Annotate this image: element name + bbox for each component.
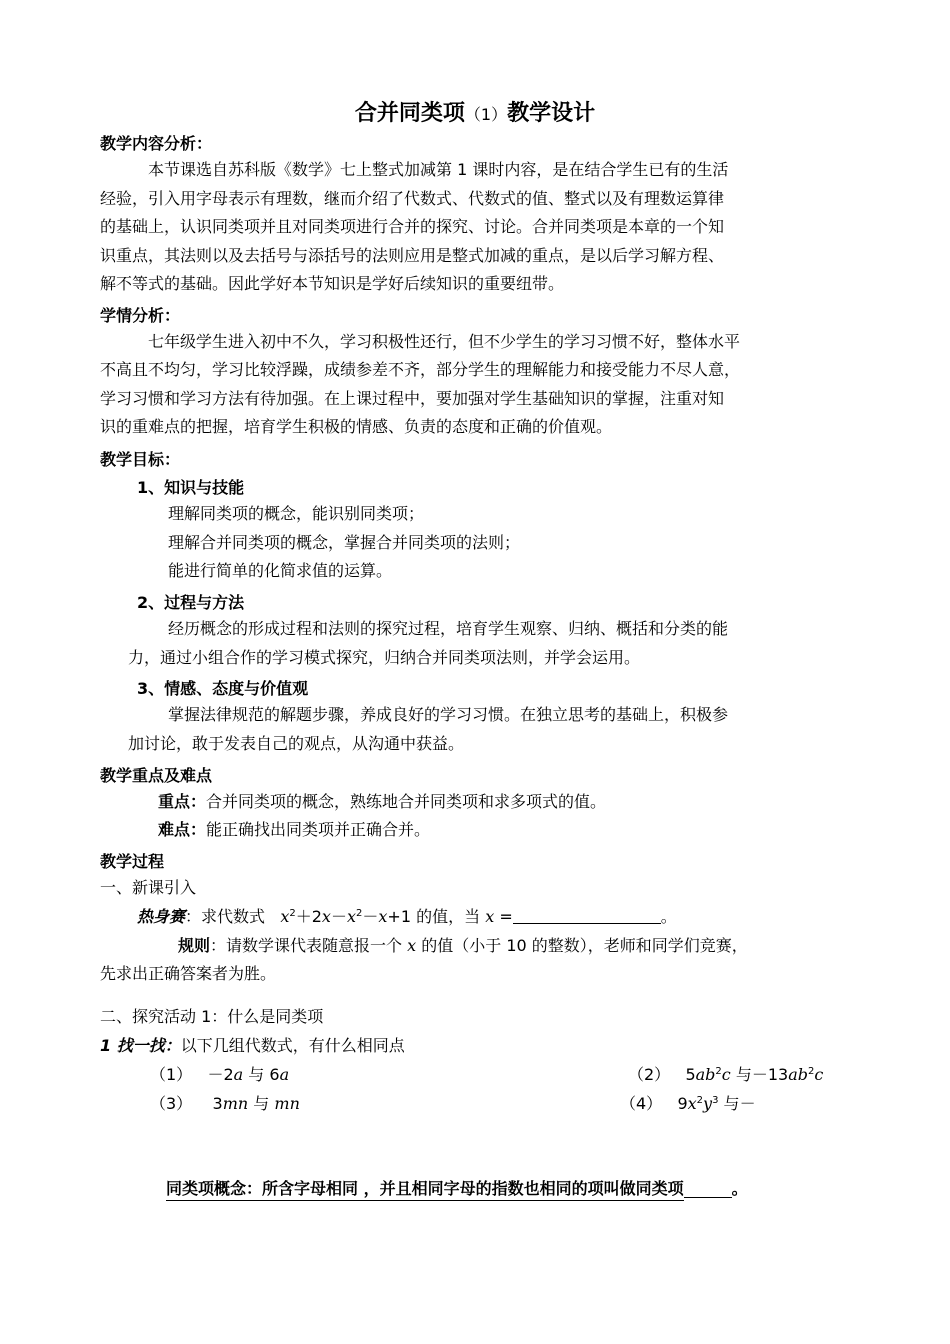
goal-3-heading: 3、情感、态度与价值观 bbox=[137, 679, 309, 698]
heading-student-analysis: 学情分析： bbox=[100, 306, 181, 325]
goal-2-line-1: 经历概念的形成过程和法则的探究过程，培育学生观察、归纳、概括和分类的能 bbox=[168, 619, 729, 638]
difficult-point-label: 难点： bbox=[158, 820, 207, 839]
concept-definition: 同类项概念：所含字母相同 ，并且相同字母的指数也相同的项叫做同类项 。 bbox=[166, 1175, 748, 1204]
step-1-heading: 一、新课引入 bbox=[100, 878, 197, 897]
pair-3: （3） 3mn 与 mn bbox=[150, 1094, 300, 1113]
goal-1-line-1: 理解同类项的概念，能识别同类项； bbox=[168, 504, 425, 523]
heading-key-difficult: 教学重点及难点 bbox=[100, 766, 213, 785]
goal-1-line-3: 能进行简单的化简求值的运算。 bbox=[168, 561, 393, 580]
pair-2: （2） $5ab^2c$ 与$-13ab^2c$ bbox=[628, 1065, 824, 1084]
goal-2-line-2: 力，通过小组合作的学习模式探究，归纳合并同类项法则，并学会运用。 bbox=[128, 648, 641, 667]
concept-text: 同类项概念：所含字母相同 ，并且相同字母的指数也相同的项叫做同类项 bbox=[166, 1179, 684, 1201]
key-point-text: 合并同类项的概念，熟练地合并同类项和求多项式的值。 bbox=[206, 792, 607, 811]
pair-1: （1） －2a 与 6a bbox=[150, 1065, 290, 1084]
goal-2-heading: 2、过程与方法 bbox=[137, 593, 245, 612]
student-analysis-line-1: 七年级学生进入初中不久，学习积极性还行，但不少学生的学习习惯不好，整体水平 bbox=[148, 332, 741, 351]
find-label: 1 找一找： bbox=[100, 1036, 181, 1055]
find-line bbox=[100, 1032, 405, 1061]
student-analysis-line-2: 不高且不均匀，学习比较浮躁，成绩参差不齐，部分学生的理解能力和接受能力不尽人意， bbox=[100, 360, 741, 379]
content-analysis-line-1: 本节课选自苏科版《数学》七上整式加减第 1 课时内容，是在结合学生已有的生活 bbox=[148, 160, 729, 179]
rule-line-1: 规则：请数学课代表随意报一个 x 的值（小于 10 的整数），老师和同学们竞赛， bbox=[178, 936, 748, 955]
key-point-line bbox=[158, 788, 606, 817]
title-number: （1） bbox=[464, 105, 508, 124]
warmup-expression: $x^2+2x-x^2-x+1$ bbox=[280, 907, 411, 926]
goal-3-line-2: 加讨论，敢于发表自己的观点，从沟通中获益。 bbox=[128, 734, 465, 753]
step-2-heading: 二、探究活动 1：什么是同类项 bbox=[100, 1007, 324, 1026]
key-point-label: 重点： bbox=[158, 792, 207, 811]
pair-4: （4） $9x^2y^3$ 与－ bbox=[620, 1094, 756, 1113]
warmup-line: 热身赛：求代数式 $x^2+2x-x^2-x+1$ 的值，当 x = 。 bbox=[137, 907, 677, 926]
student-analysis-line-3: 学习习惯和学习方法有待加强。在上课过程中，要加强对学生基础知识的掌握，注重对知 bbox=[100, 389, 725, 408]
difficult-point-text: 能正确找出同类项并正确合并。 bbox=[206, 820, 431, 839]
find-text: 以下几组代数式，有什么相同点 bbox=[180, 1036, 405, 1055]
heading-content-analysis: 教学内容分析： bbox=[100, 134, 213, 153]
content-analysis-line-2: 经验，引入用字母表示有理数，继而介绍了代数式、代数式的值、整式以及有理数运算律 bbox=[100, 189, 725, 208]
page-title bbox=[0, 96, 950, 127]
title-main: 合并同类项 bbox=[354, 101, 465, 126]
content-analysis-line-5: 解不等式的基础。因此学好本节知识是学好后续知识的重要纽带。 bbox=[100, 274, 565, 293]
content-analysis-line-4: 识重点，其法则以及去括号与添括号的法则应用是整式加减的重点，是以后学习解方程、 bbox=[100, 246, 725, 265]
difficult-point-line bbox=[158, 816, 430, 845]
content-analysis-line-3: 的基础上，认识同类项并且对同类项进行合并的探究、讨论。合并同类项是本章的一个知 bbox=[100, 217, 725, 236]
concept-underline-tail bbox=[684, 1183, 732, 1198]
goal-1-line-2: 理解合并同类项的概念，掌握合并同类项的法则； bbox=[168, 533, 521, 552]
title-tail: 教学设计 bbox=[507, 101, 596, 126]
student-analysis-line-4: 识的重难点的把握，培育学生积极的情感、负责的态度和正确的价值观。 bbox=[100, 417, 613, 436]
heading-teaching-goals: 教学目标： bbox=[100, 450, 181, 469]
goal-3-line-1: 掌握法律规范的解题步骤，养成良好的学习习惯。在独立思考的基础上，积极参 bbox=[168, 705, 729, 724]
heading-teaching-process: 教学过程 bbox=[100, 852, 165, 871]
rule-line-2: 先求出正确答案者为胜。 bbox=[100, 964, 277, 983]
rule-label: 规则 bbox=[178, 936, 211, 955]
goal-1-heading: 1、知识与技能 bbox=[137, 478, 245, 497]
answer-blank bbox=[513, 909, 661, 924]
warmup-label: 热身赛 bbox=[137, 907, 186, 926]
